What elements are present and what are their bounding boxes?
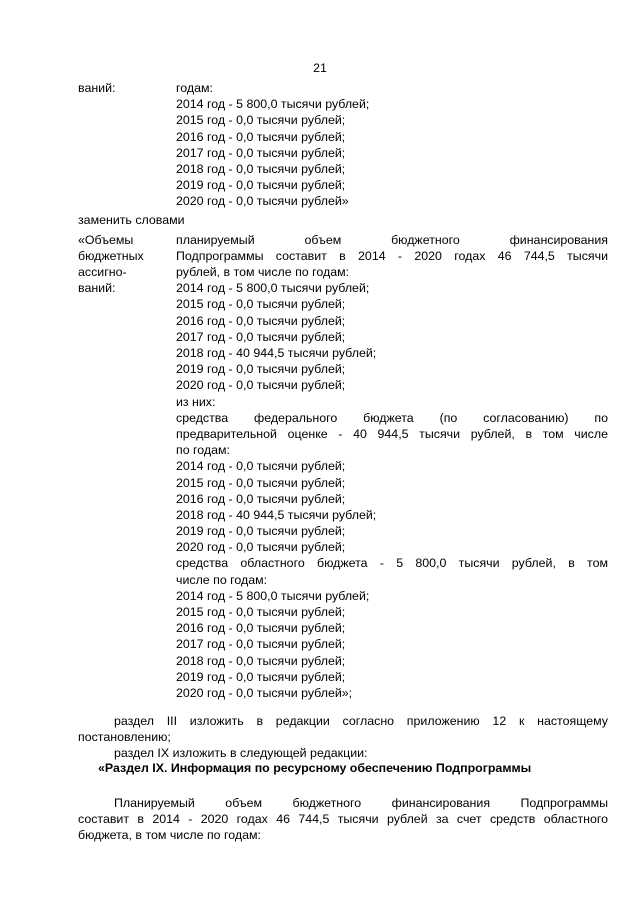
new-label-line: бюджетных	[78, 248, 144, 263]
intro-line: Подпрограммы составит в 2014 - 2020 годах 46 744,5 тысячи	[176, 248, 608, 263]
year-total-line: 2018 год - 40 944,5 тысячи рублей;	[176, 346, 377, 360]
year-total-line: 2019 год - 0,0 тысячи рублей;	[176, 362, 346, 377]
old-line: годам:	[176, 81, 213, 95]
new-label-line: ваний:	[78, 281, 116, 296]
of-which: из них:	[176, 394, 216, 409]
old-line: 2017 год - 0,0 тысячи рублей;	[176, 145, 346, 160]
old-text-block	[78, 80, 608, 210]
year-total-line: 2016 год - 0,0 тысячи рублей;	[176, 313, 346, 328]
page-number: 21	[313, 61, 327, 75]
federal-line: средства федерального бюджета (по согласованию) по	[176, 410, 608, 425]
section3-line: постановлению;	[78, 730, 171, 745]
year-regional-line: 2020 год - 0,0 тысячи рублей»;	[176, 685, 353, 700]
year-regional-line: 2016 год - 0,0 тысячи рублей;	[176, 621, 346, 636]
year-regional-line: 2017 год - 0,0 тысячи рублей;	[176, 637, 346, 652]
section9-line: раздел IX изложить в следующей редакции:	[114, 746, 368, 760]
final-line: составит в 2014 - 2020 годах 46 744,5 тысячи рублей за счет средств областного	[78, 812, 608, 827]
year-regional-line: 2015 год - 0,0 тысячи рублей;	[176, 605, 346, 619]
replace-words: заменить словами	[78, 212, 185, 227]
old-label: ваний:	[78, 81, 116, 95]
year-federal-line: 2020 год - 0,0 тысячи рублей;	[176, 540, 346, 555]
year-federal-line: 2019 год - 0,0 тысячи рублей;	[176, 524, 346, 539]
intro-line: рублей, в том числе по годам:	[176, 265, 350, 280]
year-federal-line: 2018 год - 40 944,5 тысячи рублей;	[176, 507, 377, 522]
year-federal-line: 2014 год - 0,0 тысячи рублей;	[176, 459, 346, 474]
final-line: Планируемый объем бюджетного финансирования Подпрограммы	[114, 796, 608, 810]
final-paragraph	[78, 795, 608, 844]
year-total-line: 2014 год - 5 800,0 тысячи рублей;	[176, 281, 370, 296]
section-heading: «Раздел IX. Информация по ресурсному обеспечению Подпрограммы	[98, 761, 532, 775]
regional-line: средства областного бюджета - 5 800,0 тысячи рублей, в том	[176, 556, 608, 571]
section3-paragraph	[78, 713, 608, 745]
year-total-line: 2020 год - 0,0 тысячи рублей;	[176, 378, 346, 393]
old-line: 2020 год - 0,0 тысячи рублей»	[176, 194, 349, 209]
year-federal-line: 2016 год - 0,0 тысячи рублей;	[176, 491, 346, 506]
old-line: 2016 год - 0,0 тысячи рублей;	[176, 129, 346, 144]
document-body	[78, 80, 608, 701]
federal-line: предварительной оценке - 40 944,5 тысячи рублей, в том числе	[176, 426, 608, 441]
year-total-line: 2015 год - 0,0 тысячи рублей;	[176, 297, 346, 312]
new-label-line: ассигно-	[78, 265, 127, 280]
federal-line: по годам:	[176, 443, 230, 458]
year-total-line: 2017 год - 0,0 тысячи рублей;	[176, 329, 346, 344]
year-regional-line: 2014 год - 5 800,0 тысячи рублей;	[176, 588, 370, 603]
intro-line: планируемый объем бюджетного финансирования	[176, 232, 608, 247]
year-federal-line: 2015 год - 0,0 тысячи рублей;	[176, 475, 346, 490]
year-regional-line: 2019 год - 0,0 тысячи рублей;	[176, 669, 346, 684]
old-line: 2014 год - 5 800,0 тысячи рублей;	[176, 97, 370, 112]
regional-line: числе по годам:	[176, 572, 268, 587]
section3-line: раздел III изложить в редакции согласно приложению 12 к настоящему	[114, 714, 608, 728]
new-label-line: «Объемы	[78, 232, 134, 247]
old-line: 2019 год - 0,0 тысячи рублей;	[176, 178, 346, 193]
year-regional-line: 2018 год - 0,0 тысячи рублей;	[176, 653, 346, 668]
old-line: 2018 год - 0,0 тысячи рублей;	[176, 161, 346, 176]
final-line: бюджета, в том числе по годам:	[78, 828, 261, 843]
old-line: 2015 год - 0,0 тысячи рублей;	[176, 113, 346, 128]
new-text-block	[78, 232, 608, 701]
